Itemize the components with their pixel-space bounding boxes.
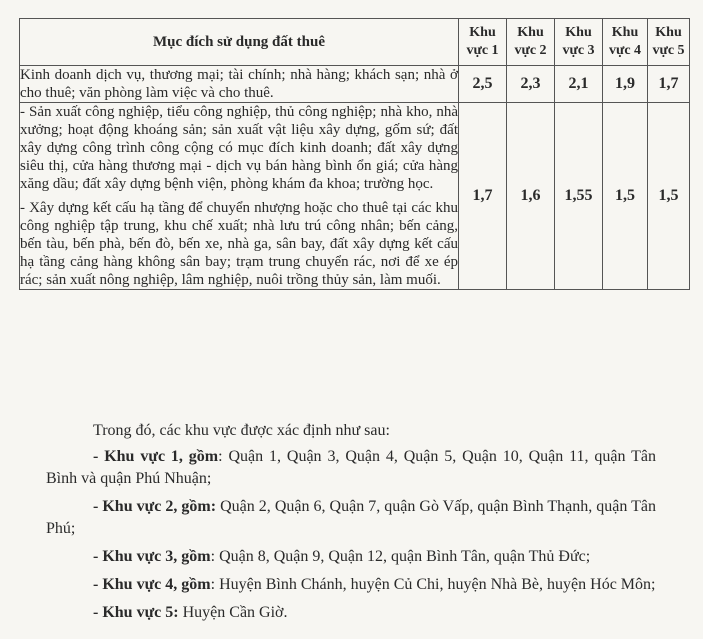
rate-cell-zone-2: 1,6 — [507, 103, 555, 290]
zone-header-line1: Khu — [517, 25, 544, 40]
purpose-column-header: Mục đích sử dụng đất thuê — [20, 19, 459, 66]
zone-header-line2: vực 4 — [608, 43, 642, 58]
zone-definitions — [46, 420, 656, 630]
zone-header-line1: Khu — [655, 25, 682, 40]
zone-header-line1: Khu — [565, 25, 592, 40]
zone-5-name: - Khu vực 5: — [93, 604, 179, 621]
rate-cell-zone-4: 1,5 — [603, 103, 648, 290]
zone-header-line1: Khu — [611, 25, 639, 40]
purpose-cell — [20, 66, 459, 103]
zone-1-column-header — [459, 19, 507, 66]
zone-header-line2: vực 5 — [652, 43, 685, 58]
table-header-row — [20, 19, 690, 66]
purpose-text-infrastructure: - Xây dựng kết cấu hạ tầng để chuyển nhượng hoặc cho thuê tại các khu công nghiệp tập trung, khu chế xuất; nhà lưu trú công nhân; bến cảng, bến tàu, bến phà, bến đò, bến xe, nhà ga, sân bay, đất xây dựng kết cấu hạ tầng cảng hàng không sân bay; trạm trung chuyển rác, nơi để xe ép rác; sản xuất nông nghiệp, lâm nghiệp, nuôi trồng thủy sản, làm muối. — [20, 200, 458, 288]
rate-cell-zone-4: 1,9 — [603, 66, 648, 103]
rate-cell-zone-2: 2,3 — [507, 66, 555, 103]
zone-header-line2: vực 3 — [562, 43, 595, 58]
zone-2-areas: Quận 2, Quận 6, Quận 7, quận Gò Vấp, quận Bình Thạnh, quận Tân Phú; — [46, 498, 656, 537]
zone-3-separator: : — [210, 548, 216, 565]
zone-4-column-header — [603, 19, 648, 66]
zone-5-definition — [46, 602, 656, 624]
zone-3-column-header — [555, 19, 603, 66]
zone-definitions-intro: Trong đó, các khu vực được xác định như sau: — [93, 422, 390, 439]
zone-header-line2: vực 1 — [466, 43, 499, 58]
zone-2-name: - Khu vực 2, gồm: — [93, 498, 217, 515]
zone-3-name: - Khu vực 3, gồm — [93, 548, 211, 565]
rate-cell-zone-3: 2,1 — [555, 66, 603, 103]
rate-cell-zone-1: 2,5 — [459, 66, 507, 103]
rate-cell-zone-5: 1,5 — [648, 103, 690, 290]
rate-cell-zone-3: 1,55 — [555, 103, 603, 290]
zone-2-column-header — [507, 19, 555, 66]
table-row-commercial-services — [20, 66, 690, 103]
zone-3-definition — [46, 546, 656, 568]
zone-2-definition — [46, 496, 656, 540]
zone-1-areas: Quận 1, Quận 3, Quận 4, Quận 5, Quận 10, Quận 11, quận Tân Bình và quận Phú Nhuận; — [46, 448, 656, 487]
purpose-text-industrial: - Sản xuất công nghiệp, tiểu công nghiệp, thủ công nghiệp; nhà kho, nhà xưởng; hoạt động khoáng sản; sản xuất vật liệu xây dựng, gốm sứ; đất xây dựng công trình công cộng có mục đích kinh doanh; đất xây dựng siêu thị, cửa hàng thương mại - dịch vụ bán hàng bình ổn giá; cửa hàng xăng dầu; đất xây dựng bệnh viện, phòng khám đa khoa; trường học. — [20, 104, 458, 192]
zone-4-separator: : — [210, 576, 216, 593]
zone-header-line2: vực 2 — [514, 43, 547, 58]
rate-cell-zone-5: 1,7 — [648, 66, 690, 103]
purpose-cell — [20, 103, 459, 290]
zone-5-column-header — [648, 19, 690, 66]
rate-cell-zone-1: 1,7 — [459, 103, 507, 290]
zone-1-name: - Khu vực 1, gồm — [93, 448, 219, 465]
table-row-industrial-infrastructure — [20, 103, 690, 290]
purpose-text: Kinh doanh dịch vụ, thương mại; tài chính; nhà hàng; khách sạn; nhà ở cho thuê; văn phòng làm việc và cho thuê. — [20, 67, 458, 101]
zone-4-definition — [46, 574, 656, 596]
zone-4-areas: Huyện Bình Chánh, huyện Củ Chi, huyện Nhà Bè, huyện Hóc Môn; — [215, 576, 656, 593]
zone-5-areas: Huyện Cần Giờ. — [178, 604, 288, 621]
land-rent-rate-table — [19, 18, 690, 290]
zone-1-definition — [46, 446, 656, 490]
zone-1-separator: : — [218, 448, 223, 465]
zone-4-name: - Khu vực 4, gồm — [93, 576, 211, 593]
zone-header-line1: Khu — [469, 25, 496, 40]
zone-3-areas: Quận 8, Quận 9, Quận 12, quận Bình Tân, quận Thủ Đức; — [215, 548, 591, 565]
